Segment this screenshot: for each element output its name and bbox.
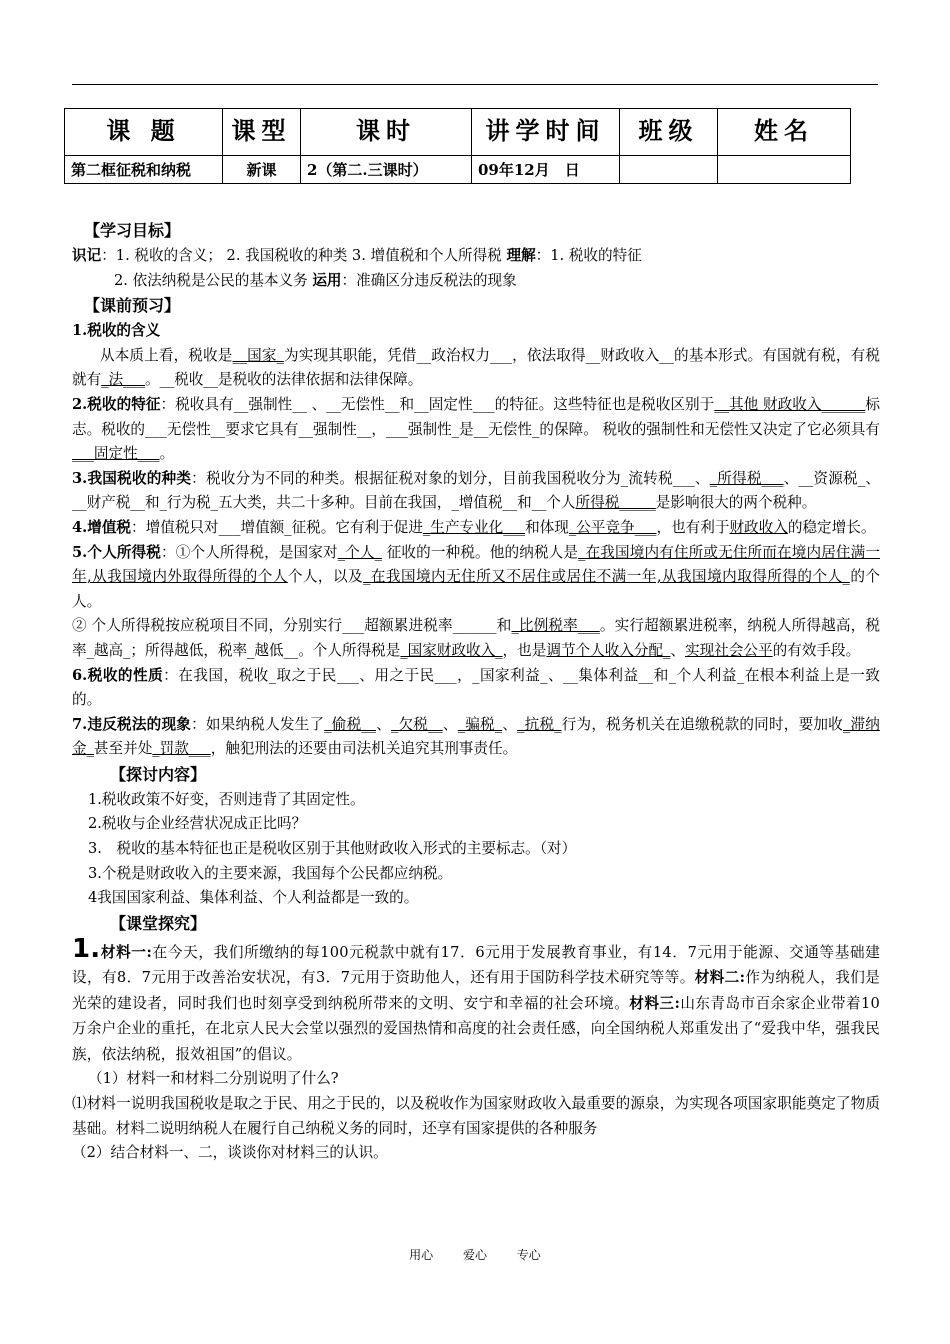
q7-text: 7.违反税法的现象：如果纳税人发生了_偷税__、_欠税__、_骗税_、_抗税_行为，税务机关在追缴税款的同时，要加收_滞纳金_甚至并处_罚款___，触犯刑法的还要由司法机关追究其刑事责任。 — [72, 715, 880, 758]
materials-paragraph: 1.材料一:在今天，我们所缴纳的每100元税款中就有17．6元用于发展教育事业，有14．7元用于能源、交通等基础建设，有8．7元用于改善治安状况，有3．7元用于资助他人，还有用于国防科学技术研究等等。材料二:作为纳税人，我们是光荣的建设者，同时我们也时刻享受到纳税所带来的文明、安宁和幸福的社会环境。材料三:山东青岛市百余家企业带着10万余户企业的重托，在北京人民大会堂以强烈的爱国热情和高度的社会责任感，向全国纳税人郑重发出了“爱我中华，强我民族，依法纳税，报效祖国”的倡议。 — [72, 933, 881, 1063]
header-name: 姓名 — [718, 109, 851, 156]
value-name — [718, 156, 851, 184]
q5-text: 5.个人所得税：①个人所得税，是国家对_个人_ 征收的一种税。他的纳税人是_在我国境内有住所或无住所而在境内居住满一年,从我国境内外取得所得的个人个人，以及_在我国境内无住所又不居住或居住不满一年,从我国境内取得所得的个人_的个人。 — [72, 543, 880, 610]
value-time: 09年12月 日 — [472, 156, 620, 184]
q1-title: 1.税收的含义 — [72, 322, 161, 340]
header-class: 班级 — [620, 109, 718, 156]
value-topic: 第二框征税和纳税 — [65, 156, 223, 184]
q5b-text: ② 个人所得税按应税项目不同，分别实行___超额累进税率______和_比例税率___。实行超额累进税率，纳税人所得越高，税率_越高_；所得越低，税率_越低__。个人所得税是_国家财政收入_，也是调节个人收入分配_、实现社会公平的有效手段。 — [72, 617, 880, 659]
q6-text: 6.税收的性质：在我国，税收_取之于民___、用之于民___，_国家利益_、__集体利益__和_个人利益_在根本利益上是一致的。 — [72, 666, 880, 709]
header-topic: 课 题 — [65, 109, 223, 156]
q3-text: 3.我国税收的种类：税收分为不同的种类。根据征税对象的划分，目前我国税收分为_流转税___、_所得税___、__资源税_、__财产税__和_行为税_五大类，共二十多种。目前在我国，_增值税__和__个人所得税_____是影响很大的两个税种。 — [72, 469, 880, 512]
section-discuss-heading: 【探讨内容】 — [110, 764, 207, 784]
value-period: 2（第二.三课时） — [301, 156, 472, 184]
table-header-row — [65, 109, 851, 156]
q1-text: 从本质上看，税收是__国家_为实现其职能，凭借__政治权力___，依法取得__财政收入__的基本形式。有国就有税，有税就有_法___。__税收__是税收的法律依据和法律保障。 — [72, 346, 880, 389]
answer-1: ⑴材料一说明我国税收是取之于民、用之于民的，以及税收作为国家财政收入最重要的源泉，为实现各项国家职能奠定了物质基础。材料二说明纳税人在履行自己纳税义务的同时，还享有国家提供的各种服务 — [72, 1094, 880, 1137]
discuss-item: 1.税收政策不好变，否则违背了其固定性。 — [88, 790, 365, 808]
q4-text: 4.增值税：增值税只对___增值额_征税。它有利于促进_生产专业化___和体现_公平竞争___，也有利于财政收入的稳定增长。 — [72, 518, 876, 536]
section-preview-heading: 【课前预习】 — [84, 296, 181, 316]
value-class — [620, 156, 718, 184]
goals-line-2: 2. 依法纳税是公民的基本义务 运用：准确区分违反税法的现象 — [114, 271, 517, 289]
discuss-item: 3. 税收的基本特征也正是税收区别于其他财政收入形式的主要标志。（对） — [88, 840, 577, 858]
section-explore-heading: 【课堂探究】 — [110, 913, 207, 933]
table-value-row — [65, 156, 851, 184]
value-type: 新课 — [223, 156, 301, 184]
discuss-item: 3.个税是财政收入的主要来源，我国每个公民都应纳税。 — [88, 864, 453, 882]
top-rule — [72, 84, 878, 85]
header-period: 课时 — [301, 109, 472, 156]
lesson-info-table — [64, 108, 851, 184]
sub-question-2: （2）结合材料一、二，谈谈你对材料三的认识。 — [72, 1144, 388, 1162]
sub-question-1: （1）材料一和材料二分别说明了什么? — [88, 1070, 339, 1088]
worksheet-content — [72, 218, 880, 1166]
section-goals-heading: 【学习目标】 — [84, 221, 181, 240]
discuss-item: 4我国国家利益、集体利益、个人利益都是一致的。 — [88, 889, 419, 907]
header-time: 讲学时间 — [472, 109, 620, 156]
header-type: 课型 — [223, 109, 301, 156]
q2-text: 2.税收的特征：税收具有__强制性__ 、__无偿性__和__固定性___的特征。这些特征也是税收区别于__其他 财政收入______标志。税收的___无偿性__要求它具有__强制性__，___强制性_是__无偿性_的保障。 税收的强制性和无偿性又决定了它必须具有___固定性___。 — [72, 395, 880, 463]
discuss-item: 2.税收与企业经营状况成正比吗？ — [88, 815, 307, 833]
goals-line-1: 识记：1. 税收的含义； 2. 我国税收的种类 3. 增值税和个人所得税 理解：1. 税收的特征 — [72, 247, 642, 264]
question-number: 1. — [72, 933, 101, 964]
page-footer: 用心 爱心 专心 — [409, 1248, 541, 1262]
